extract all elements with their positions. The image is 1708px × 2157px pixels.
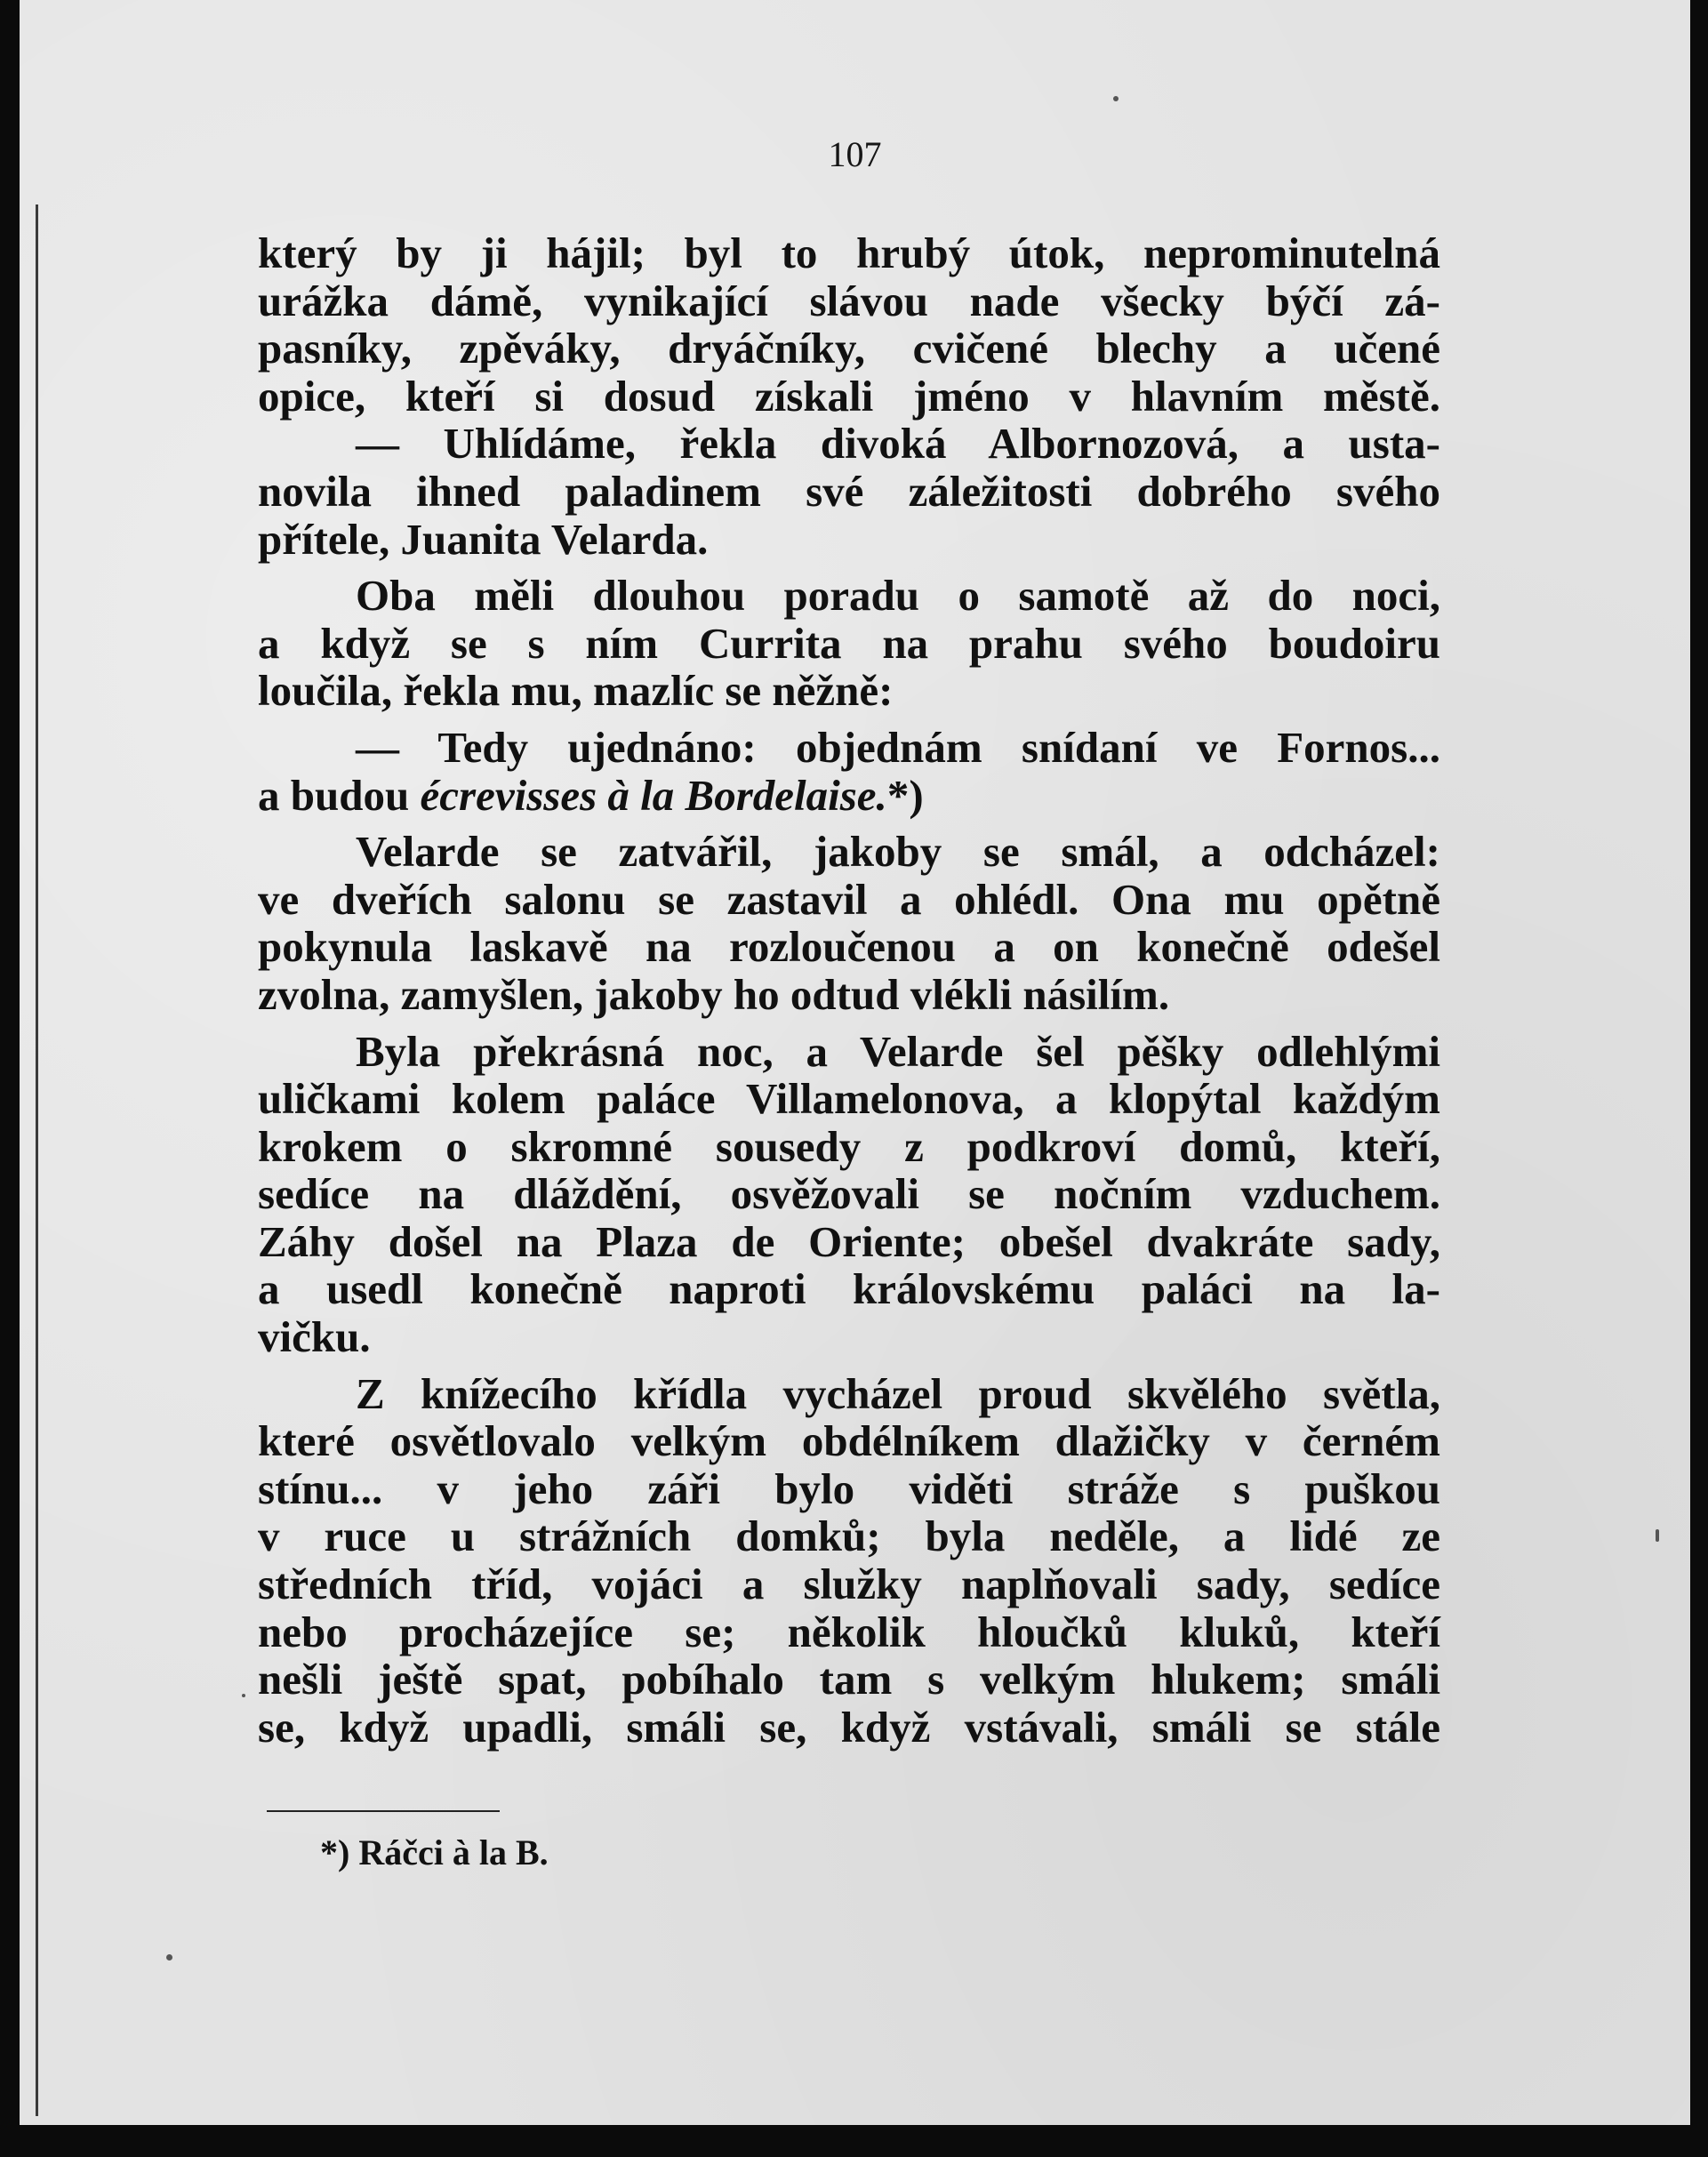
footnote-divider [267, 1810, 500, 1812]
text-fragment: a budou [258, 770, 410, 820]
text-line: a usedl konečně naproti královskému paláci na la- [258, 1264, 1440, 1314]
text-line: urážka dámě, vynikající slávou nade všecky býčí zá- [258, 276, 1440, 325]
text-line: nešli ještě spat, pobíhalo tam s velkým hlukem; smáli [258, 1655, 1440, 1704]
text-line: ve dveřích salonu se zastavil a ohlédl. Ona mu opětně [258, 874, 1440, 924]
text-line: nebo procházejíce se; několik hloučků kluků, kteří [258, 1607, 1440, 1656]
text-line: — Tedy ujednáno: objednám snídaní ve Fornos... [356, 722, 1440, 772]
text-line: krokem o skromné sousedy z podkroví domů, kteří, [258, 1121, 1440, 1171]
page-number: 107 [828, 134, 882, 174]
text-line: sedíce na dláždění, osvěžovali se nočním vzduchem. [258, 1169, 1440, 1219]
text-line: středních tříd, vojáci a služky naplňovali sady, sedíce [258, 1560, 1440, 1609]
text-line: opice, kteří si dosud získali jméno v hlavním městě. [258, 371, 1440, 421]
paper-speck [1113, 96, 1119, 101]
footnote-marker: *) [886, 770, 924, 820]
paper-speck [1656, 1529, 1659, 1542]
text-line: Velarde se zatvářil, jakoby se smál, a odcházel: [356, 827, 1440, 877]
italic-phrase: écrevisses à la Bordelaise. [420, 770, 887, 820]
footnote: *) Ráčci à la B. [320, 1832, 549, 1872]
text-line: zvolna, zamyšlen, jakoby ho odtud vlékli násilím. [258, 969, 1170, 1019]
text-line: Oba měli dlouhou poradu o samotě až do noci, [356, 571, 1440, 621]
text-line: stínu... v jeho záři bylo viděti stráže s puškou [258, 1463, 1440, 1513]
text-line: vičku. [258, 1312, 371, 1362]
text-line: loučila, řekla mu, mazlíc se něžně: [258, 666, 894, 716]
text-line: který by ji hájil; byl to hrubý útok, neprominutelná [258, 229, 1440, 277]
text-line: v ruce u strážních domků; byla neděle, a lidé ze [258, 1512, 1440, 1561]
text-line: pokynula laskavě na rozloučenou a on konečně odešel [258, 922, 1440, 972]
text-line: Byla překrásná noc, a Velarde šel pěšky odlehlými [356, 1026, 1440, 1076]
text-line: se, když upadli, smáli se, když vstávali, smáli se stále [258, 1702, 1440, 1752]
text-line: novila ihned paladinem své záležitosti dobrého svého [258, 466, 1440, 516]
body-text [258, 229, 1440, 1751]
binding-edge [36, 204, 38, 2116]
text-line: Z knížecího křídla vycházel proud skvělého světla, [356, 1368, 1440, 1418]
text-line: — Uhlídáme, řekla divoká Albornozová, a usta- [356, 419, 1440, 469]
text-line: přítele, Juanita Velarda. [258, 514, 709, 564]
text-line: a když se s ním Currita na prahu svého boudoiru [258, 618, 1440, 668]
paper-speck [242, 1694, 245, 1697]
text-line [258, 772, 1440, 820]
text-line: Záhy došel na Plaza de Oriente; obešel dvakráte sady, [258, 1216, 1440, 1266]
text-line: které osvětlovalo velkým obdélníkem dlažičky v černém [258, 1416, 1440, 1466]
paragraph-gap [258, 1019, 1440, 1028]
text-line: uličkami kolem paláce Villamelonova, a klopýtal každým [258, 1074, 1440, 1124]
book-page [20, 0, 1690, 2125]
paper-speck [166, 1954, 172, 1961]
text-line: pasníky, zpěváky, dryáčníky, cvičené blechy a učené [258, 324, 1440, 373]
